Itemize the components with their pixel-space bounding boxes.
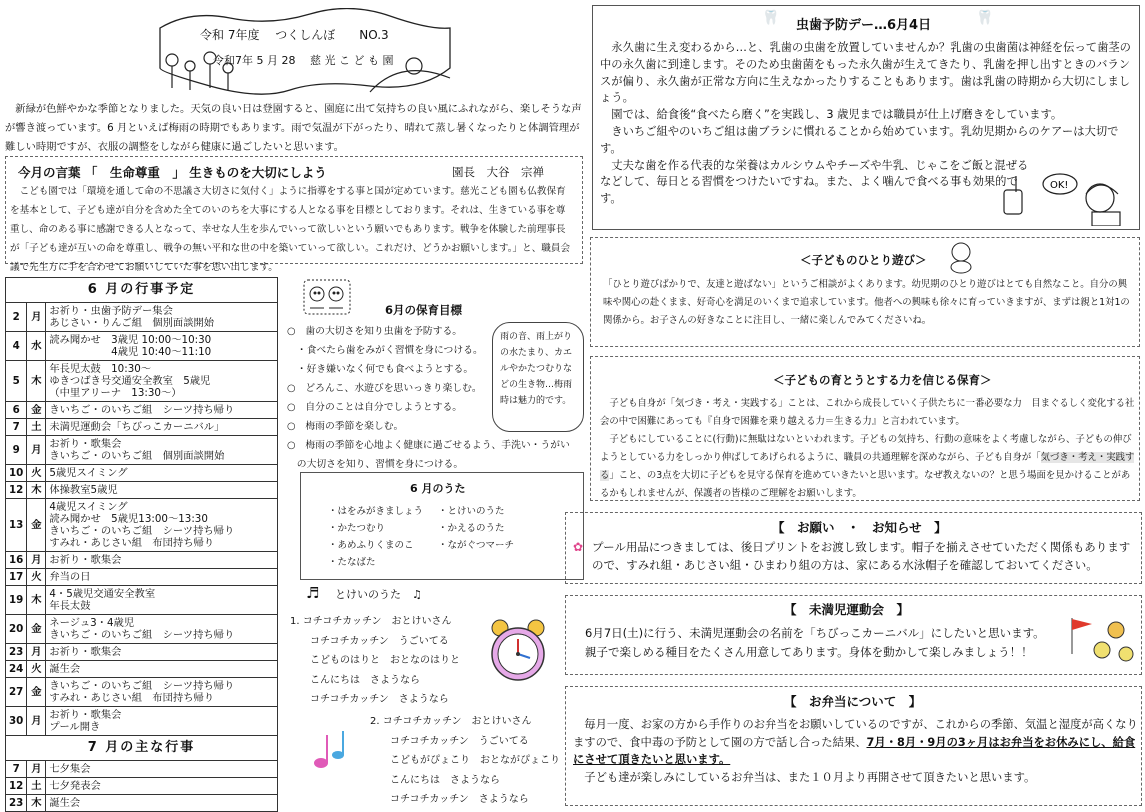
- schedule-weekday: 月: [27, 303, 46, 332]
- goal-item: ○ 梅雨の季節を楽しむ。: [287, 421, 404, 432]
- schedule-events: [46, 419, 278, 436]
- sports-day-body: [585, 624, 1065, 662]
- schedule-events: [46, 303, 278, 332]
- song-item: ・ながぐつマーチ: [438, 540, 515, 551]
- schedule-row: [6, 569, 278, 586]
- lyric-line: こんにちは さようなら: [290, 674, 420, 686]
- baby-illustration: [944, 240, 978, 278]
- song-item: ・かたつむり: [328, 523, 386, 534]
- schedule-row: [6, 795, 278, 812]
- newsletter-title: 令和 7年度 つくしんぼ NO.3: [200, 28, 389, 42]
- ok-bubble-text: OK!: [1050, 180, 1069, 191]
- schedule-event-line: きいちご・のいちご組 シーツ持ち帰り: [49, 629, 235, 641]
- grow-paragraph-1: 子ども自身が「気づき・考え・実践する」ことは、これから成長していく子供たちに一番必要な力 目まぐるしく変化する社会の中で困難にあっても『自身で困難を乗り越える力＝生きる力』と言われています。: [600, 398, 1135, 427]
- goal-item: ○ 自分のことは自分でしようとする。: [287, 402, 463, 413]
- schedule-weekday: 月: [27, 707, 46, 736]
- song-item: ・とけいのうた: [438, 506, 505, 517]
- schedule-event-line: きいちご・のいちご組 シーツ持ち帰り: [49, 525, 235, 537]
- bento-p1-start: 毎月一度、お家の方から手作りのお弁当をお願いしているのですが、これからの季節、気温と湿度が高くなりますので、食中毒の予防として園の方で話し合った結果、: [573, 718, 1138, 749]
- schedule-event-line: 誕生会: [49, 663, 81, 675]
- schedule-event-line: あじさい・りんご組 個別面談開始: [49, 317, 215, 329]
- schedule-row: [6, 499, 278, 552]
- schedule-events: [46, 678, 278, 707]
- bento-paragraph-1: [573, 716, 1138, 769]
- schedule-event-line: きいちご・のいちご組 シーツ持ち帰り: [49, 404, 235, 416]
- words-body: こども園では「環境を通して命の不思議さ大切さに気付く」ように指導をする事と国が定めています。慈光こども園も仏教保育を基本として、子ども達が自分を含めた全てのいのちを大事にする人となる事を目標としております。それは、生きている事を尊重し、命のある事に感謝できる人となって、幸せな人生を歩んでいって欲しいという願いでもあります。戦争を体験した前理事長が「子ども達が互いの命を尊重し、戦争の無い平和な世の中を築いていって欲しい。これだけ、どうかお願いします。」と、職員会議で先生方に手を合わせてお願いしていた事を思い出します。: [10, 186, 571, 273]
- schedule-day: 10: [6, 465, 27, 482]
- schedule-row: [6, 761, 278, 778]
- goal-item: ・好き嫌いなく何でも食べようとする。: [287, 364, 474, 375]
- schedule-weekday: 金: [27, 678, 46, 707]
- schedule-day: 24: [6, 661, 27, 678]
- grow-paragraph-2: [600, 431, 1135, 503]
- bento-paragraph-2: 子ども達が楽しみにしているお弁当は、また１０月より再開させて頂きたいと思います。: [573, 770, 1036, 784]
- solo-play-body: 「ひとり遊びばかりで、友達と遊ばない」というご相談がよくあります。幼児期のひとり遊びはとても自然なこと。自分の興味や関心の赴くまま、好奇心を満足のいくまで追求しています。他者への興味も徐々に育っていきますが、まずは親と1対1の関係から。お子さんの好きなことに注目し、一緒に楽しんでみてくださいね。: [603, 279, 1130, 326]
- grow-title: ＜子どもの育とうとする力を信じる保育＞: [773, 373, 992, 387]
- schedule-weekday: 火: [27, 661, 46, 678]
- schedule-row: [6, 678, 278, 707]
- schedule-events: [46, 586, 278, 615]
- schedule-events: [46, 361, 278, 402]
- grow-p2-end: 」こと、の3点を大切に子どもを見守る保育を進めていきたいと思います。なぜ教えないの？と思う場面を見かけることがあるかもしれませんが、保護者の皆様のご理解をお願いします。: [600, 470, 1131, 499]
- baby-icon: [944, 240, 978, 274]
- grow-p2-start: 子どもにしていることに(行動)に無駄はないといわれます。子どもの気持ち、行動の意味をよく考慮しながら、子どもの伸びようとしている力をしっかり伸ばしてあげられるように、職員の共通理解を深めながら、子ども自身が「: [600, 434, 1132, 463]
- lyric-line: コチコチカッチン さようなら: [370, 794, 529, 805]
- schedule-events: [46, 778, 278, 795]
- schedule-event-line: 弁当の日: [49, 571, 91, 583]
- schedule-events: [46, 552, 278, 569]
- schedule-event-line: 4歳児スイミング: [49, 501, 128, 513]
- schedule-event-line: 誕生会: [49, 797, 81, 809]
- schedule-event-line: 4歳児 10:40～11:10: [49, 346, 212, 358]
- schedule-event-line: 年長太鼓: [49, 600, 91, 612]
- words-of-month-heading: 今月の言葉 「 生命尊重 」 生きものを大切にしよう: [18, 165, 327, 180]
- goal-item: ○ 歯の大切さを知り虫歯を予防する。: [287, 326, 463, 337]
- newsletter-date: 令和7年 5 月 28 慈 光 こ ど も 園: [213, 54, 394, 67]
- schedule-weekday: 金: [27, 499, 46, 552]
- children-icon: [302, 278, 352, 316]
- schedule-event-line: お祈り・歌集会: [49, 709, 122, 721]
- schedule-weekday: 月: [27, 761, 46, 778]
- sports-line-1: 6月7日(土)に行う、未満児運動会の名前を「ちびっこカーニバル」にしたいと思います。: [585, 626, 1045, 640]
- clock-icon: [486, 618, 550, 684]
- schedule-weekday: 水: [27, 332, 46, 361]
- schedule-row: [6, 332, 278, 361]
- bento-p1-underlined: 7月・8月・9月の3ヶ月はお弁当をお休みにし、給食にさせて頂きたいと思います。: [573, 735, 1136, 766]
- schedule-day: 16: [6, 552, 27, 569]
- schedule-event-line: きいちご・のいちご組 シーツ持ち帰り: [49, 680, 235, 692]
- schedule-row: [6, 361, 278, 402]
- schedule-row: [6, 707, 278, 736]
- schedule-event-line: 年長児太鼓 10:30～: [49, 363, 152, 375]
- schedule-events: [46, 482, 278, 499]
- schedule-weekday: 火: [27, 465, 46, 482]
- tooth-icon-right: 🦷: [976, 10, 994, 26]
- schedule-events: [46, 615, 278, 644]
- schedule-day: 30: [6, 707, 27, 736]
- schedule-day: 2: [6, 303, 27, 332]
- lyric-line: こどものはりと おとなのはりと: [290, 655, 460, 666]
- schedule-weekday: 土: [27, 778, 46, 795]
- schedule-row: [6, 465, 278, 482]
- june-schedule-title-cell: 6 月の行事予定: [6, 278, 278, 303]
- flag-illustration: [1066, 614, 1138, 672]
- schedule-row: [6, 586, 278, 615]
- clock-song-verse2: [370, 712, 560, 810]
- schedule-events: [46, 707, 278, 736]
- june-schedule-title: [6, 278, 278, 303]
- schedule-day: 17: [6, 569, 27, 586]
- bento-title: 【 お弁当について 】: [784, 694, 922, 709]
- schedule-events: [46, 644, 278, 661]
- schedule-event-line: ゆきつばき号交通安全教室 5歳児: [49, 375, 211, 387]
- schedule-day: 12: [6, 778, 27, 795]
- clock-song-verse1: [290, 612, 460, 710]
- schedule-day: 6: [6, 402, 27, 419]
- lyric-line: コチコチカッチン うごいてる: [290, 635, 449, 647]
- clock-song-title: とけいのうた ♫: [335, 588, 422, 601]
- music-notes-illustration: [312, 725, 346, 777]
- schedule-weekday: 月: [27, 552, 46, 569]
- flag-kids-icon: [1066, 614, 1138, 668]
- songs-right-list: [438, 503, 514, 554]
- lyric-line: コチコチカッチン うごいてる: [370, 735, 529, 747]
- cavity-paragraph-2: 園では、給食後“食べたら磨く”を実践し、3 歳児までは職員が仕上げ磨きをしています。: [600, 108, 1063, 122]
- schedule-event-line: お祈り・歌集会: [49, 646, 122, 658]
- goal-item: の大切さを知り、習慣を身につける。: [287, 459, 464, 470]
- songs-title: 6 月のうた: [410, 482, 466, 495]
- schedule-event-line: すみれ・あじさい組 布団持ち帰り: [49, 692, 215, 704]
- grow-body: [600, 395, 1135, 503]
- schedule-event-line: 4・5歳児交通安全教室: [49, 588, 156, 600]
- schedule-row: [6, 402, 278, 419]
- lyric-line: こどもがぴょこり おとながぴょこり: [370, 755, 560, 766]
- schedule-events: [46, 465, 278, 482]
- schedule-day: 9: [6, 436, 27, 465]
- sports-day-title: 【 未満児運動会 】: [784, 602, 910, 617]
- goals-speech-bubble: 雨の音、雨上がりの水たまり、カエルやかたつむりなどの生き物…梅雨時は魅力的です。: [492, 322, 584, 432]
- music-notes-icon: [312, 725, 346, 773]
- schedule-event-line: プール開き: [49, 721, 101, 733]
- schedule-row: [6, 615, 278, 644]
- schedule-event-line: お祈り・歌集会: [49, 438, 122, 450]
- toothbrush-girl-icon: [1000, 172, 1135, 226]
- schedule-table: [5, 277, 278, 812]
- grow-p2-highlight: 気づき・考え・実践する: [600, 452, 1135, 481]
- schedule-event-line: 読み聞かせ 5歳児13:00～13:30: [49, 513, 208, 525]
- schedule-event-line: お祈り・歌集会: [49, 554, 122, 566]
- schedule-day: 7: [6, 419, 27, 436]
- words-author: 園長 大谷 宗禅: [452, 165, 544, 179]
- schedule-day: 13: [6, 499, 27, 552]
- toothbrush-illustration: [1000, 172, 1135, 230]
- schedule-row: [6, 303, 278, 332]
- goal-item: ○ 梅雨の季節を心地よく健康に過ごせるよう、手洗い・うがい: [287, 440, 570, 451]
- schedule-day: 20: [6, 615, 27, 644]
- schedule-day: 27: [6, 678, 27, 707]
- goals-title: 6月の保育目標: [385, 303, 463, 317]
- schedule-events: [46, 499, 278, 552]
- schedule-row: [6, 482, 278, 499]
- song-item: ・たなばた: [328, 557, 376, 568]
- schedule-event-line: 未満児運動会「ちびっこカーニバル」: [49, 421, 225, 433]
- schedule-row: [6, 661, 278, 678]
- schedule-event-line: 体操教室5歳児: [49, 484, 118, 496]
- july-schedule-title-cell: 7 月の主な行事: [6, 736, 278, 761]
- schedule-weekday: 木: [27, 795, 46, 812]
- schedule-weekday: 金: [27, 402, 46, 419]
- schedule-row: [6, 552, 278, 569]
- schedule-event-line: すみれ・あじさい組 布団持ち帰り: [49, 537, 215, 549]
- schedule-weekday: 木: [27, 586, 46, 615]
- schedule-events: [46, 569, 278, 586]
- schedule-day: 19: [6, 586, 27, 615]
- song-item: ・はをみがきましょう: [328, 506, 424, 517]
- schedule-row: [6, 436, 278, 465]
- sports-line-2: 親子で楽しめる種目をたくさん用意してあります。身体を動かして楽しみましょう！！: [585, 645, 1033, 659]
- lyric-line: コチコチカッチン さようなら: [290, 694, 449, 705]
- schedule-event-line: 5歳児スイミング: [49, 467, 128, 479]
- goal-item: ○ どろんこ、水遊びを思いっきり楽しむ。: [287, 383, 482, 394]
- schedule-event-line: 読み聞かせ 3歳児 10:00～10:30: [49, 334, 212, 346]
- solo-play-title: ＜子どものひとり遊び＞: [800, 253, 927, 267]
- schedule-event-line: 七夕集会: [49, 763, 91, 775]
- schedule-weekday: 月: [27, 436, 46, 465]
- schedule-day: 23: [6, 644, 27, 661]
- tooth-icon: 🦷: [762, 10, 780, 26]
- cavity-paragraph-3: きいちご組やのいちご組は歯ブラシに慣れることから始めています。乳幼児期からのケアーは大切です。: [600, 124, 1119, 155]
- schedule-day: 23: [6, 795, 27, 812]
- schedule-day: 4: [6, 332, 27, 361]
- children-illustration: [302, 278, 352, 320]
- song-item: ・かえるのうた: [438, 523, 505, 534]
- goal-item: ・食べたら歯をみがく習慣を身につける。: [287, 345, 483, 356]
- schedule-weekday: 土: [27, 419, 46, 436]
- schedule-row: [6, 778, 278, 795]
- schedule-weekday: 木: [27, 482, 46, 499]
- lyric-line: こんにちは さようなら: [370, 774, 500, 786]
- schedule-events: [46, 402, 278, 419]
- schedule-weekday: 金: [27, 615, 46, 644]
- schedule-day: 12: [6, 482, 27, 499]
- schedule-day: 5: [6, 361, 27, 402]
- music-note-icon: ♬: [306, 584, 320, 602]
- lyric-line: 1. コチコチカッチン おとけいさん: [290, 616, 452, 627]
- schedule-events: [46, 761, 278, 778]
- request-body: プール用品につきましては、後日プリントをお渡し致します。帽子を揃えさせていただく関係もありますので、すみれ組・あじさい組・ひまわり組の方は、家にある水泳帽子を確認しておいてください。: [592, 540, 1131, 572]
- cavity-paragraph-4: 丈夫な歯を作る代表的な栄養はカルシウムやチーズや牛乳、じゃこをご飯と混ぜるなどして、毎日とる習慣をつけたいですね。また、よく噛んで食べる事も効果的です。: [600, 158, 1029, 206]
- schedule-events: [46, 436, 278, 465]
- schedule-row: [6, 419, 278, 436]
- flower-icon: ✿: [573, 540, 584, 554]
- schedule-day: 7: [6, 761, 27, 778]
- cavity-day-title: 虫歯予防デー…6月4日: [796, 18, 932, 33]
- cavity-paragraph-1: 永久歯に生え変わるから…と、乳歯の虫歯を放置していませんか？乳歯の虫歯菌は神経を伝って歯茎の中の永久歯に到達します。そのため虫歯菌をもった永久歯が生えてきたり、乳歯を押し出すときのバランスが偏り、永久歯が正常な方向に生えなかったりすることもあります。歯は乳歯の時期から大切にしましょう。: [600, 41, 1131, 105]
- schedule-events: [46, 795, 278, 812]
- schedule-weekday: 火: [27, 569, 46, 586]
- schedule-weekday: 月: [27, 644, 46, 661]
- schedule-event-line: 七夕発表会: [49, 780, 101, 792]
- songs-left-list: [328, 503, 423, 571]
- schedule-event-line: ネージュ3・4歳児: [49, 617, 135, 629]
- clock-illustration: [486, 618, 550, 688]
- bento-body: [573, 716, 1138, 786]
- schedule-weekday: 木: [27, 361, 46, 402]
- schedule-event-line: お祈り・虫歯予防デー集会: [49, 305, 173, 317]
- schedule-row: [6, 644, 278, 661]
- schedule-events: [46, 661, 278, 678]
- song-item: ・あめふりくまのこ: [328, 540, 414, 551]
- schedule-event-line: きいちご・のいちご組 個別面談開始: [49, 450, 225, 462]
- july-schedule-title: [6, 736, 278, 761]
- schedule-events: [46, 332, 278, 361]
- schedule-event-line: （中里アリーナ 13:30～）: [49, 387, 182, 399]
- request-title: 【 お願い ・ お知らせ 】: [772, 520, 947, 535]
- lyric-line: 2. コチコチカッチン おとけいさん: [370, 716, 532, 727]
- intro-text: 新緑が色鮮やかな季節となりました。天気の良い日は登園すると、園庭に出て気持ちの良い風にふれながら、楽しそうな声が響き渡っています。6 月といえば梅雨の時期でもあります。雨で気温が下がったり、晴れて蒸し暑くなったりと体調管理が難しい時期ですが、衣服の調整をしながら健康に過ごしたいと思います。: [5, 103, 582, 153]
